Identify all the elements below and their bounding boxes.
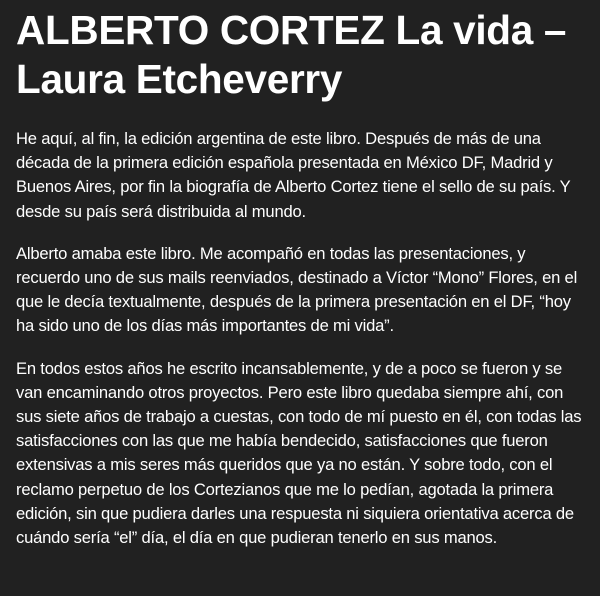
article-paragraph-1: He aquí, al fin, la edición argentina de este libro. Después de más de una década de la primera edición española presentada en México DF, Madrid y Buenos Aires, por fin la biografía de Alberto Cortez tiene el sello de su país. Y desde su país será distribuida al mundo.: [16, 129, 571, 221]
article-paragraph-2: Alberto amaba este libro. Me acompañó en todas las presentaciones, y recuerdo uno de sus mails reenviados, destinado a Víctor “Mono” Flores, en el que le decía textualmente, después de la primera presentación en el DF, “hoy ha sido uno de los días más importantes de mi vida”.: [16, 243, 578, 336]
article-body: [16, 127, 586, 550]
article-title: ALBERTO CORTEZ La vida – Laura Etcheverry: [16, 7, 567, 102]
article-paragraph-3: En todos estos años he escrito incansablemente, y de a poco se fueron y se van encaminando otros proyectos. Pero este libro quedaba siempre ahí, con sus siete años de trabajo a cuestas, con todo de mí puesto en él, con todas las satisfacciones con las que me había bendecido, satisfacciones que fueron extensivas a mis seres más queridos que ya no están. Y sobre todo, con el reclamo perpetuo de los Cortezianos que me lo pedían, agotada la primera edición, sin que pudiera darles una respuesta ni siquiera orientativa acerca de cuándo sería “el” día, el día en que pudieran tenerlo en sus manos.: [16, 358, 582, 548]
